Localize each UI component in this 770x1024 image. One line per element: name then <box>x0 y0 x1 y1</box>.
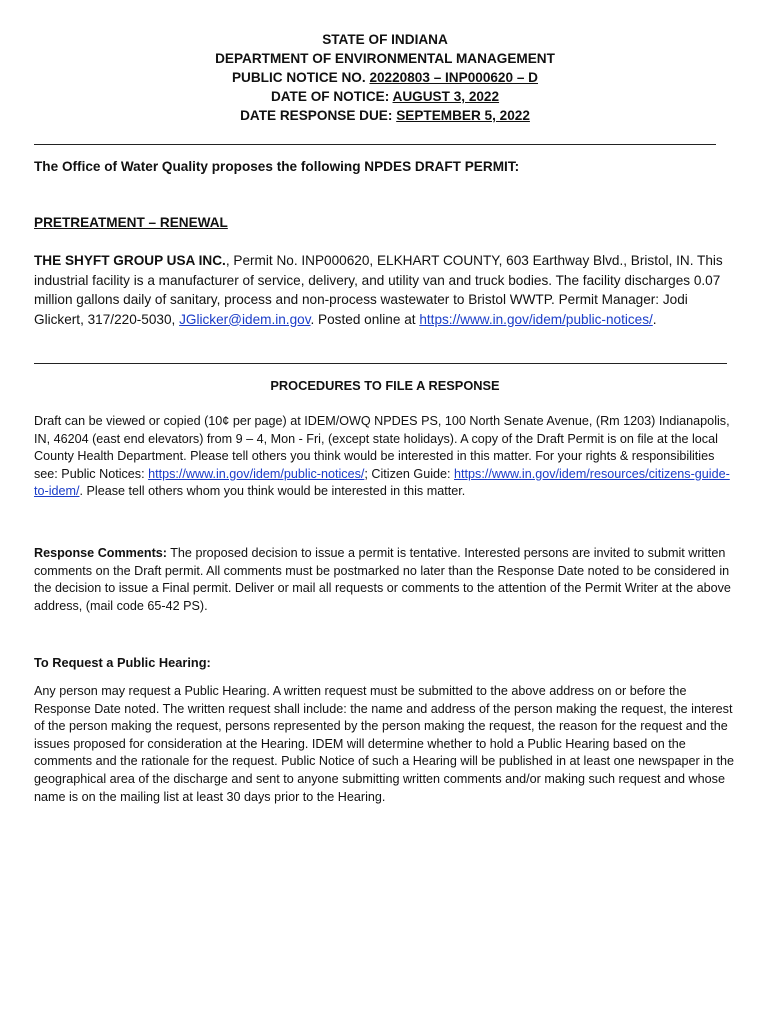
intro-text: The Office of Water Quality proposes the following NPDES DRAFT PERMIT: <box>34 159 520 174</box>
response-due-date: SEPTEMBER 5, 2022 <box>396 108 530 123</box>
department-title: DEPARTMENT OF ENVIRONMENTAL MANAGEMENT <box>215 51 555 66</box>
notice-number-label: PUBLIC NOTICE NO. <box>231 70 370 85</box>
section-divider <box>34 363 727 364</box>
public-hearing-title: To Request a Public Hearing: <box>34 655 211 670</box>
procedures-title: PROCEDURES TO FILE A RESPONSE <box>270 378 500 393</box>
state-title: STATE OF INDIANA <box>322 32 448 47</box>
draft-paragraph <box>34 413 739 501</box>
draft-text-2: ; Citizen Guide: <box>364 466 455 481</box>
notice-number-line <box>0 68 770 87</box>
permit-paragraph <box>34 251 734 329</box>
notice-date-label: DATE OF NOTICE: <box>270 89 393 104</box>
public-hearing-paragraph: Any person may request a Public Hearing. A written request must be submitted to the above address on or before the Response Date noted. The written request shall include: the name and address of the person making the request, the interest of the person making the request, persons represented by the person making the request, the reason for the request and the issues proposed for consideration at the Hearing. IDEM will determine whether to hold a Public Hearing based on the comments and the rationale for the request. Public Notice of such a Hearing will be published in at least one newspaper in the geographical area of the discharge and sent to anyone submitting written comments and/or making such request and whose name is on the mailing list at least 30 days prior to the Hearing. <box>34 684 735 804</box>
notice-number: 20220803 – INP000620 – D <box>369 70 538 85</box>
permit-manager-email-link[interactable]: JGlicker@idem.in.gov <box>179 311 311 327</box>
permit-text-2: . Posted online at <box>310 311 420 327</box>
response-comments-paragraph <box>34 545 739 615</box>
notice-date-line <box>0 87 770 106</box>
posted-online-link[interactable]: https://www.in.gov/idem/public-notices/ <box>419 311 653 327</box>
response-comments-label: Response Comments: <box>34 546 167 560</box>
permit-text-1: , Permit No. INP000620, ELKHART COUNTY, 603 Earthway Blvd., Bristol, IN. This industrial facility is a manufacturer of service, delivery, and utility van and truck bodies. The facility discharges 0.07 million gallons daily of sanitary, process and non-process wastewater to Bristol WWTP. Permit Manager: Jodi Glickert, 317/220-5030, <box>34 253 723 327</box>
section-title: PRETREATMENT – RENEWAL <box>34 215 228 230</box>
notice-date: AUGUST 3, 2022 <box>392 89 500 104</box>
draft-text-3: . Please tell others whom you think would be interested in this matter. <box>79 484 466 499</box>
draft-text-1: Draft can be viewed or copied (10¢ per page) at IDEM/OWQ NPDES PS, 100 North Senate Avenue, (Rm 1203) Indianapolis, IN, 46204 (east end elevators) from 9 – 4, Mon - Fri, (except state holidays). A copy of the Draft Permit is on file at the local County Health Department. Please tell others you think would be interested in this matter. For your rights & responsibilities see: Public Notices: <box>34 414 730 481</box>
public-notices-link[interactable]: https://www.in.gov/idem/public-notices/ <box>148 466 365 481</box>
response-due-label: DATE RESPONSE DUE: <box>240 108 397 123</box>
permit-text-3: . <box>652 311 657 327</box>
citizens-guide-link[interactable]: https://www.in.gov/idem/resources/citizens-guide-to-idem/ <box>34 466 730 499</box>
company-name: THE SHYFT GROUP USA INC. <box>34 253 226 268</box>
response-due-line <box>0 106 770 125</box>
notice-header <box>0 30 770 125</box>
response-comments-text: The proposed decision to issue a permit is tentative. Interested persons are invited to submit written comments on the Draft permit. All comments must be postmarked no later than the Response Date noted to be considered in the decision to issue a Final permit. Deliver or mail all requests or comments to the attention of the Permit Writer at the above address, (mail code 65-42 PS). <box>34 546 731 613</box>
header-divider <box>34 144 716 145</box>
